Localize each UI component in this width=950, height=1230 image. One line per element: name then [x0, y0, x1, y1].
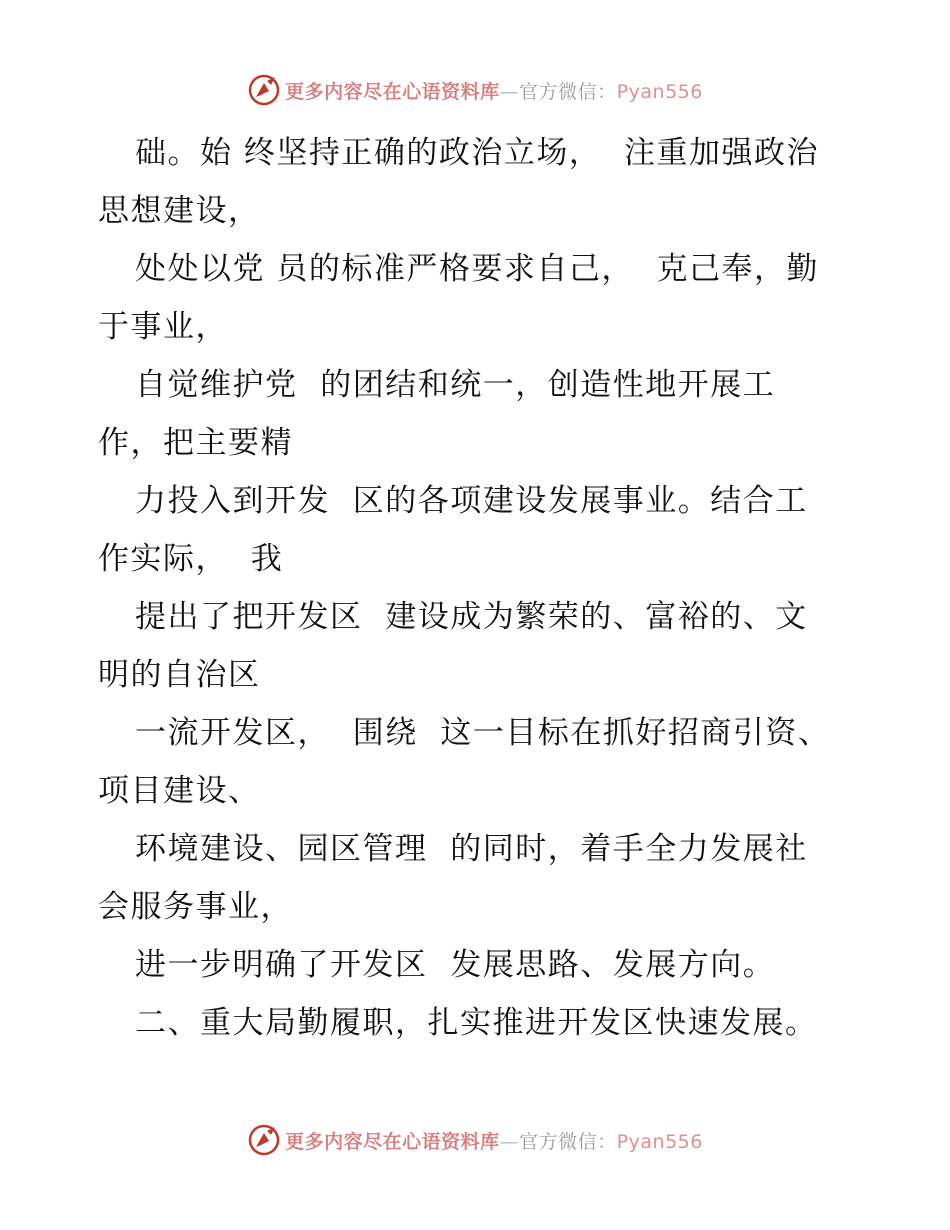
body-line: 思想建设，	[98, 193, 261, 229]
body-line: 会服务事业，	[98, 889, 293, 925]
body-line: 作实际， 我	[98, 541, 284, 577]
body-line: 自觉维护党 的团结和统一，创造性地开展工	[135, 367, 776, 403]
body-line: 项目建设、	[98, 773, 261, 809]
section-heading: 二、重大局勤履职，扎实推进开发区快速发展。	[135, 1005, 818, 1041]
body-line: 于事业，	[98, 309, 228, 345]
header-watermark-text	[285, 77, 703, 104]
header-official-label: 官方微信：	[519, 80, 617, 103]
document-body	[98, 124, 858, 1052]
header-brand-text: 更多内容尽在心语资料库	[285, 80, 500, 103]
footer-brand-text: 更多内容尽在心语资料库	[285, 1130, 500, 1153]
brand-logo-icon	[247, 1123, 281, 1157]
footer-separator: —	[499, 1130, 520, 1153]
header-wechat-id: Pyan556	[616, 80, 703, 103]
body-line: 一流开发区， 围绕 这一目标在抓好招商引资、	[135, 715, 831, 751]
body-line: 进一步明确了开发区 发展思路、发展方向。	[135, 947, 776, 983]
footer-watermark-banner	[0, 1120, 950, 1160]
body-line: 提出了把开发区 建设成为繁荣的、富裕的、文	[135, 599, 808, 635]
body-line: 作，把主要精	[98, 425, 293, 461]
body-line: 明的自治区	[98, 657, 261, 693]
body-line: 力投入到开发 区的各项建设发展事业。结合工	[135, 483, 808, 519]
body-line: 环境建设、园区管理 的同时，着手全力发展社	[135, 831, 808, 867]
header-watermark-banner	[0, 70, 950, 110]
brand-logo-icon	[247, 73, 281, 107]
header-separator: —	[499, 80, 520, 103]
body-line: 础。始 终坚持正确的政治立场， 注重加强政治	[135, 135, 820, 171]
footer-official-label: 官方微信：	[519, 1130, 617, 1153]
footer-wechat-id: Pyan556	[616, 1130, 703, 1153]
body-line: 处处以党 员的标准严格要求自己， 克己奉，勤	[135, 251, 820, 287]
footer-watermark-text	[285, 1127, 703, 1154]
